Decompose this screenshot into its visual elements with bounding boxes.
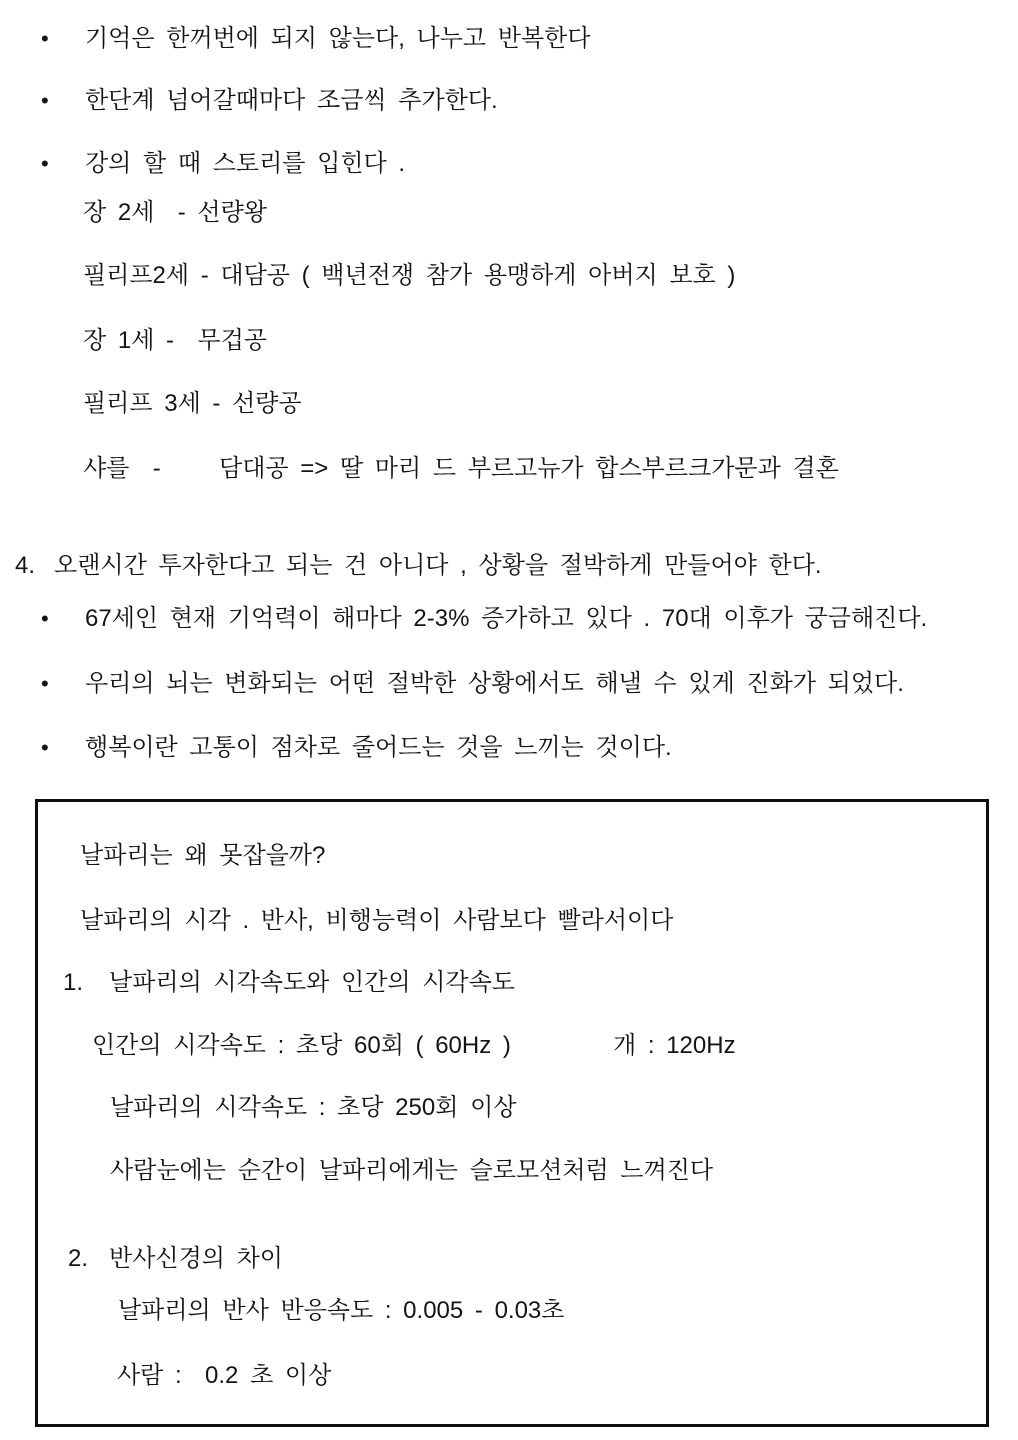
- king-line: 필리프 3세 - 선량공: [83, 390, 302, 417]
- bullet-icon: •: [41, 606, 49, 631]
- bullet-icon: •: [41, 26, 49, 51]
- king-line: 장 1세 - 무겁공: [83, 327, 267, 354]
- item-number: 2.: [68, 1245, 89, 1272]
- king-line: 장 2세 - 선량왕: [83, 199, 267, 226]
- king-line: 샤를 - 담대공 => 딸 마리 드 부르고뉴가 합스부르크가문과 결혼: [83, 455, 839, 482]
- bullet-icon: •: [41, 671, 49, 696]
- note-line: 한단계 넘어갈때마다 조금씩 추가한다.: [85, 87, 498, 114]
- item-text: 반사신경의 차이: [109, 1245, 283, 1272]
- note-line: 기억은 한꺼번에 되지 않는다, 나누고 반복한다: [85, 25, 591, 52]
- fly-section-2-heading: [68, 1243, 283, 1275]
- bullet-icon: •: [41, 151, 49, 176]
- item-number: 4.: [15, 552, 36, 579]
- human-vision-line: 인간의 시각속도 : 초당 60회 ( 60Hz ): [92, 1032, 511, 1059]
- item-text: 오랜시간 투자한다고 되는 건 아니다 , 상황을 절박하게 만들어야 한다.: [54, 552, 822, 579]
- note-line: 행복이란 고통이 점차로 줄어드는 것을 느끼는 것이다.: [85, 734, 672, 761]
- fly-vision-line: 날파리의 시각속도 : 초당 250회 이상: [110, 1094, 517, 1121]
- bullet-icon: •: [41, 735, 49, 760]
- note-line: 우리의 뇌는 변화되는 어떤 절박한 상황에서도 해낼 수 있게 진화가 되었다.: [85, 670, 904, 697]
- fly-box-title: 날파리는 왜 못잡을까?: [80, 842, 326, 869]
- slow-motion-line: 사람눈에는 순간이 날파리에게는 슬로모션처럼 느껴진다: [110, 1157, 714, 1184]
- note-line: 67세인 현재 기억력이 해마다 2-3% 증가하고 있다 . 70대 이후가 궁금해진다.: [85, 605, 928, 632]
- bullet-icon: •: [41, 88, 49, 113]
- fly-reflex-line: 날파리의 반사 반응속도 : 0.005 - 0.03초: [118, 1297, 565, 1324]
- human-reflex-line: 사람 : 0.2 초 이상: [117, 1362, 332, 1389]
- dog-vision-line: 개 : 120Hz: [613, 1032, 736, 1059]
- numbered-item-4: [15, 550, 822, 582]
- note-line: 강의 할 때 스토리를 입힌다 .: [85, 150, 406, 177]
- king-line: 필리프2세 - 대담공 ( 백년전쟁 참가 용맹하게 아버지 보호 ): [83, 262, 736, 289]
- item-text: 날파리의 시각속도와 인간의 시각속도: [109, 969, 515, 996]
- item-number: 1.: [63, 969, 84, 996]
- fly-section-1-heading: [63, 967, 515, 999]
- fly-box-subtitle: 날파리의 시각 . 반사, 비행능력이 사람보다 빨라서이다: [80, 907, 674, 934]
